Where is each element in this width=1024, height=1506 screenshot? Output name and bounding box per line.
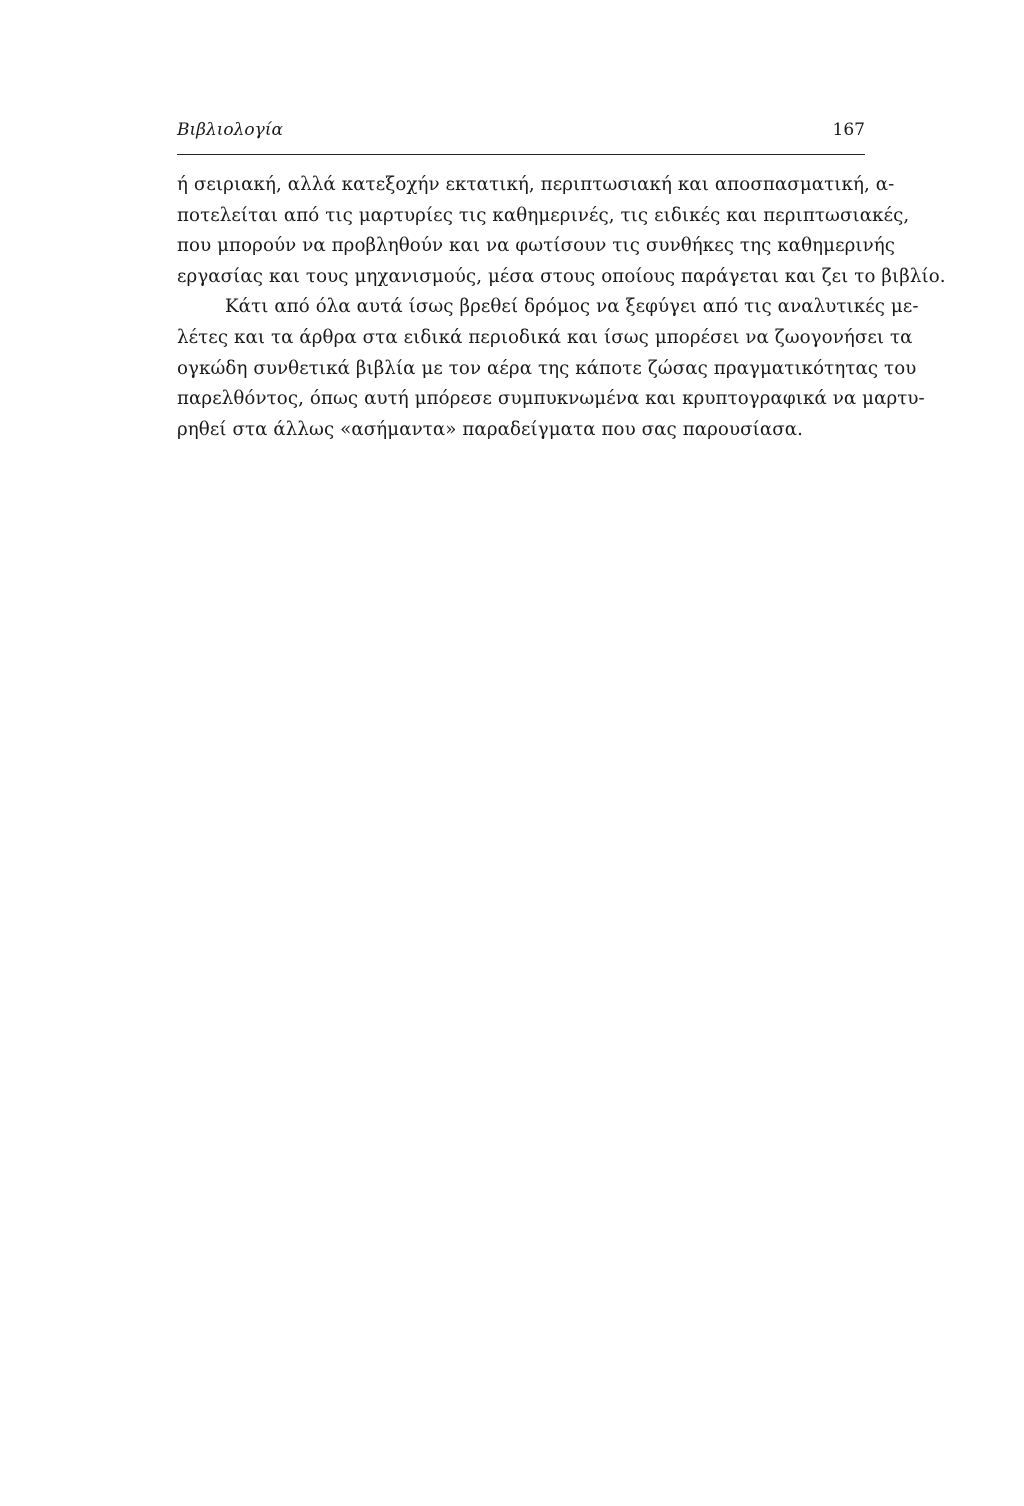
paragraph-1-line-2: ποτελείται από τις μαρτυρίες τις καθημερινές, τις ειδικές και περιπτωσιακές, xyxy=(177,204,910,226)
book-page xyxy=(177,120,946,445)
running-head xyxy=(177,120,865,155)
paragraph-2-line-1: Κάτι από όλα αυτά ίσως βρεθεί δρόμος να ξεφύγει από τις αναλυτικές με- xyxy=(225,296,919,318)
paragraph-1-line-4: εργασίας και τους μηχανισμούς, μέσα στους οποίους παράγεται και ζει το βιβλίο. xyxy=(177,265,946,287)
paragraph-2-line-2: λέτες και τα άρθρα στα ειδικά περιοδικά και ίσως μπορέσει να ζωογονήσει τα xyxy=(177,326,913,348)
paragraph-1-line-3: που μπορούν να προβληθούν και να φωτίσουν τις συνθήκες της καθημερινής xyxy=(177,235,896,257)
paragraph-2-line-5: ρηθεί στα άλλως «ασήμαντα» παραδείγματα που σας παρουσίασα. xyxy=(177,418,804,440)
paragraph-1-line-1: ή σειριακή, αλλά κατεξοχήν εκτατική, περιπτωσιακή και αποσπασματική, α- xyxy=(177,174,895,195)
running-title: Βιβλιολογία xyxy=(177,120,283,140)
paragraph-2-line-3: ογκώδη συνθετικά βιβλία με τον αέρα της κάποτε ζώσας πραγματικότητας του xyxy=(177,357,917,379)
page-number: 167 xyxy=(832,120,865,140)
paragraph-2-line-4: παρελθόντος, όπως αυτή μπόρεσε συμπυκνωμένα και κρυπτογραφικά να μαρτυ- xyxy=(177,388,925,410)
body-text xyxy=(177,170,946,445)
